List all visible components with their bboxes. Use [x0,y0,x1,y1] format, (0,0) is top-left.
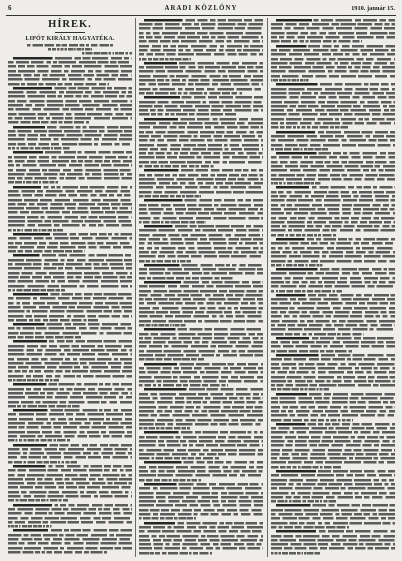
column-right-body [271,18,395,555]
page-number: 6 [8,4,12,12]
column-middle-body [139,18,263,555]
column-left [8,18,132,558]
masthead-rule [6,15,396,16]
newspaper-title: ARADI KÖZLÖNY [164,5,238,12]
column-middle [139,18,263,558]
column-left-body [8,43,132,554]
column-divider [135,18,136,557]
issue-date: 1910. január 15. [351,5,395,12]
column-divider [267,18,268,557]
illegible-text-line [271,551,321,555]
illegible-text-line [139,551,212,555]
heading-rule [55,32,85,33]
column-right [271,18,395,558]
illegible-text-line [8,550,107,554]
article-title: LIPÓT KIRÁLY HAGYATÉKA. [25,36,115,42]
masthead [7,4,395,14]
section-heading: HÍREK. [48,19,92,30]
